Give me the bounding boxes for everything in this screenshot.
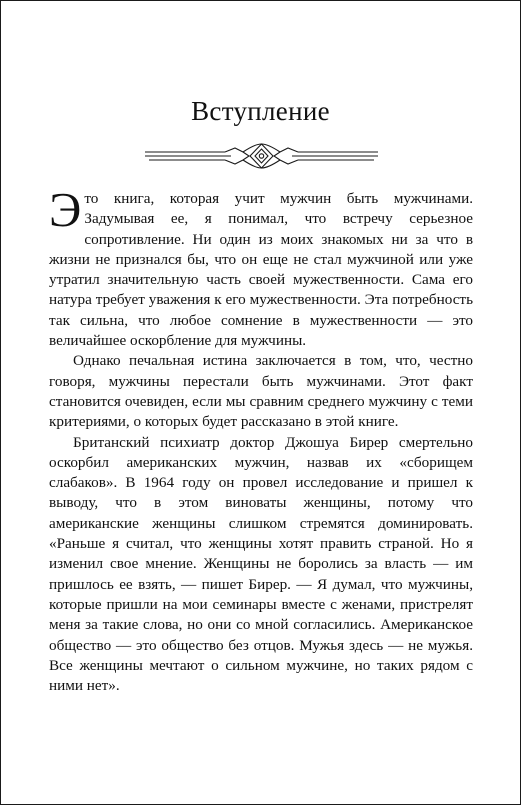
paragraph-1 xyxy=(49,182,473,351)
decorative-divider-ornament xyxy=(145,140,378,172)
paragraph-3: Британский психиатр доктор Джошуа Бирер смертельно оскорбил американских мужчин, назвав их «сборищем слабаков». В 1964 году он провел исследование и пришел к выводу, что в этом виноваты женщины, потому что американские женщины слишком стремятся доминировать. «Раньше я считал, что женщины хотят править страной. Но я изменил свое мнение. Женщины не боролись за власть — им пришлось ее взять, — пишет Бирер. — Я думал, что мужчины, которые пришли на мои семинары вместе с женами, пристрелят меня за такие слова, но они со мной согласились. Американское общество — это общество без отцов. Мужья здесь — не мужья. Все женщины мечтают о сильном мужчине, но таких рядом с ними нет». xyxy=(49,433,473,695)
drop-cap: Э xyxy=(49,182,82,237)
paragraph-2: Однако печальная истина заключается в том, что, честно говоря, мужчины перестали быть мужчинами. Этот факт становится очевиден, если мы сравним среднего мужчину с теми критериями, о которых будет рассказано в этой книге. xyxy=(49,352,473,431)
chapter-title: Вступление xyxy=(191,96,330,126)
paragraph-1-text: то книга, которая учит мужчин быть мужчинами. Задумывая ее, я понимал, что встречу серьезное сопротивление. Ни один из моих знакомых ни за что в жизни не признался бы, что он еще не стал мужчиной или уже утратил значительную часть своей мужественности. Сама его натура требует уважения к его мужественности. Эта потребность так сильна, что любое сомнение в мужественности — это величайшее оскорбление для мужчины. xyxy=(49,190,473,350)
body-text xyxy=(49,182,473,696)
